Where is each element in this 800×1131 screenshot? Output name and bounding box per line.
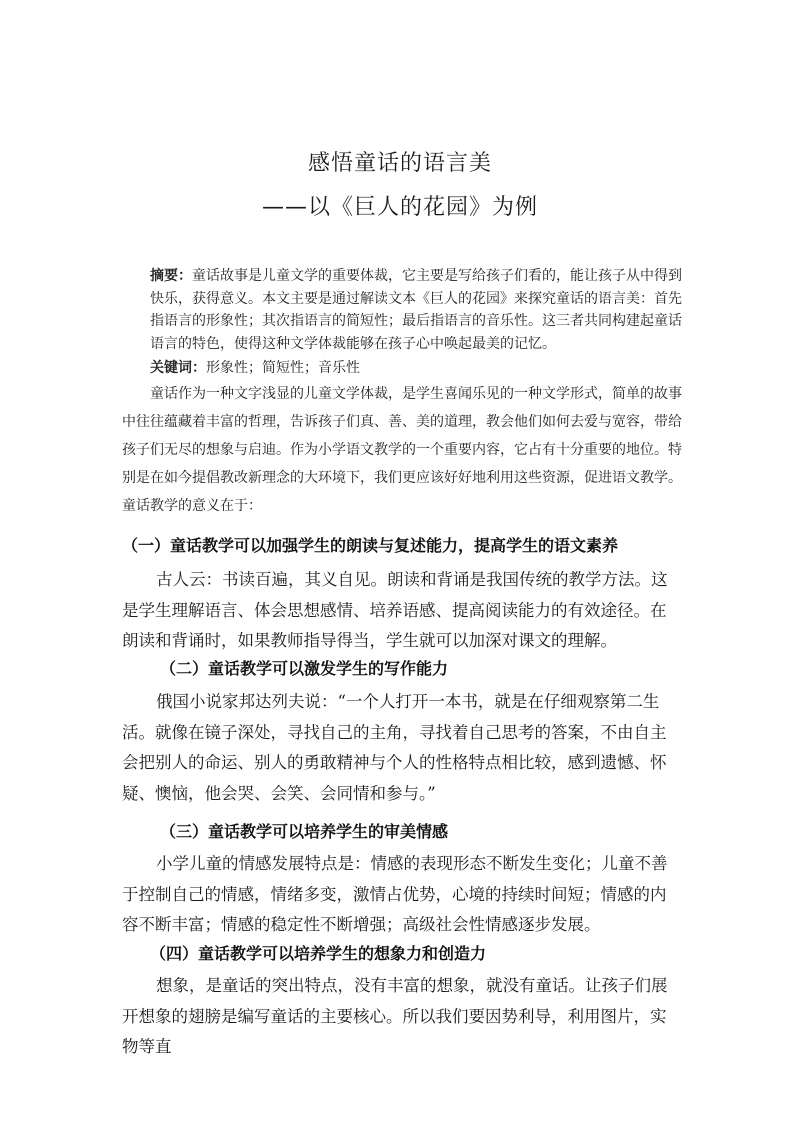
section-paragraph-3: 小学儿童的情感发展特点是：情感的表现形态不断发生变化；儿童不善于控制自己的情感，情绪多变，激情占优势，心境的持续时间短；情感的内容不断丰富；情感的稳定性不断增强；高级社会性情感逐步发展。 xyxy=(122,854,668,934)
section-paragraph-2: 俄国小说家邦达列夫说：“一个人打开一本书，就是在仔细观察第二生活。就像在镜子深处，寻找自己的主角，寻找着自己思考的答案，不由自主会把别人的命运、别人的勇敢精神与个人的性格特点相比较，感到遗憾、怀疑、懊恼，他会哭、会笑、会同情和参与。” xyxy=(122,692,667,803)
intro-block xyxy=(122,380,682,520)
section-body-4 xyxy=(122,971,682,1063)
section-heading-3: （三）童话教学可以培养学生的审美情感 xyxy=(160,822,449,841)
keywords-label: 关键词： xyxy=(150,360,206,376)
intro-paragraph: 童话作为一种文字浅显的儿童文学体裁，是学生喜闻乐见的一种文学形式，简单的故事中往往蕴藏着丰富的哲理，告诉孩子们真、善、美的道理，教会他们如何去爱与宽容，带给孩子们无尽的想象与启迪。作为小学语文教学的一个重要内容，它占有十分重要的地位。特别是在如今提倡教改新理念的大环境下，我们更应该好好地利用这些资源，促进语文教学。童话教学的意义在于： xyxy=(122,386,682,514)
abstract-label: 摘要： xyxy=(150,268,192,284)
keywords-line xyxy=(122,357,682,380)
section-paragraph-4: 想象，是童话的突出特点，没有丰富的想象，就没有童话。让孩子们展开想象的翅膀是编写童话的主要核心。所以我们要因势利导，利用图片，实物等直 xyxy=(122,976,668,1056)
section-body-1 xyxy=(122,565,682,657)
abstract-text: 童话故事是儿童文学的重要体裁，它主要是写给孩子们看的，能让孩子从中得到快乐，获得意义。本文主要是通过解读文本《巨人的花园》来探究童话的语言美：首先指语言的形象性；其次指语言的简短性；最后指语言的音乐性。这三者共同构建起童话语言的特色，使得这种文学体裁能够在孩子心中唤起最美的记忆。 xyxy=(150,268,682,352)
document-subtitle: ——以《巨人的花园》为例 xyxy=(261,195,538,220)
keywords-text: 形象性；简短性；音乐性 xyxy=(206,360,360,376)
section-paragraph-1: 古人云：书读百遍，其义自见。朗读和背诵是我国传统的教学方法。这是学生理解语言、体会思想感情、培养语感、提高阅读能力的有效途径。在朗读和背诵时，如果教师指导得当，学生就可以加深对课文的理解。 xyxy=(122,570,668,650)
section-body-2 xyxy=(122,687,682,809)
section-body-3 xyxy=(122,849,682,941)
abstract-block xyxy=(122,265,682,380)
abstract-paragraph xyxy=(122,265,682,355)
section-heading-2: （二）童话教学可以激发学生的写作能力 xyxy=(160,659,449,678)
section-heading-4: （四）童话教学可以培养学生的想象力和创造力 xyxy=(150,944,487,963)
document-title: 感悟童话的语言美 xyxy=(307,151,492,176)
section-heading-1: （一）童话教学可以加强学生的朗读与复述能力，提高学生的语文素养 xyxy=(122,536,619,555)
